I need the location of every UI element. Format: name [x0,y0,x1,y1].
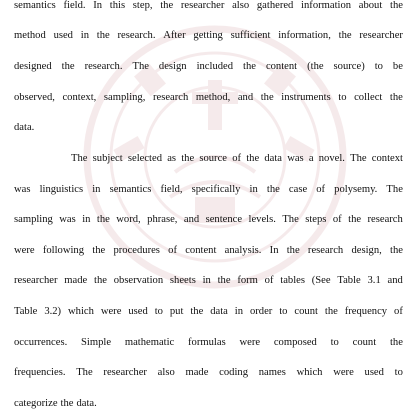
word: context [371,153,403,164]
word: the [96,30,110,41]
word: The [282,214,299,225]
word: included [196,61,234,72]
word: getting [193,30,223,41]
word: to [330,337,339,348]
word: levels. [248,214,276,225]
word: occurrences. [14,337,68,348]
word: word, [116,214,141,225]
word: in [82,214,91,225]
word: 3.1 [367,275,381,286]
word: order [249,306,273,317]
word: instruments [281,92,331,103]
word: procedures [113,245,160,256]
word: source [199,153,227,164]
word: were [239,337,261,348]
word: of [316,184,326,195]
word: research. [117,30,156,41]
text-line [14,397,403,411]
word: this [109,0,126,11]
word: researcher [180,0,225,11]
word: count [352,337,377,348]
word: field. [63,0,86,11]
word: of [332,214,342,225]
word: the [243,61,256,72]
word: source) [333,61,365,72]
word: sampling [14,214,53,225]
word: about [358,0,383,11]
word: the [389,337,403,348]
word: and [183,214,200,225]
word: used [364,367,384,378]
word: data [264,153,282,164]
word: selected [127,153,162,164]
text-line [71,152,403,166]
word: phrase, [147,214,178,225]
word: the [190,306,204,317]
word: polysemy. [334,184,378,195]
word: method, [195,92,231,103]
word: research [152,92,189,103]
word: and [237,92,254,103]
word: the [246,153,260,164]
word: the [96,214,110,225]
word: researcher [14,275,58,286]
word: semantics [14,0,56,11]
word: in [80,30,90,41]
word: analysis. [224,245,262,256]
word: observation [113,275,164,286]
text-line [14,29,403,43]
word: of [232,153,242,164]
text-line [14,244,403,258]
word: the [60,398,74,409]
word: the [61,61,75,72]
word: mathematic [124,337,175,348]
word: The [132,61,149,72]
text-line [14,366,403,380]
word: in [249,184,258,195]
word: made [64,275,88,286]
word: to [374,61,383,72]
word: and [387,275,403,286]
word: the [348,214,362,225]
word: The [350,153,367,164]
text-line [14,0,403,13]
word: The [71,153,88,164]
text-line [14,305,403,319]
word: data. [76,398,97,409]
word: count [294,306,318,317]
word: gathered [256,0,294,11]
word: (the [307,61,324,72]
word: data. [14,122,35,133]
word: names [258,367,286,378]
word: The [76,367,93,378]
word: researcher [103,367,147,378]
text-line [14,274,403,288]
word: sampling, [103,92,146,103]
word: research [307,245,344,256]
word: the [324,306,338,317]
word: collect [354,92,383,103]
word: Simple [81,337,112,348]
word: subject [92,153,123,164]
word: specifically [191,184,241,195]
word: to [338,92,347,103]
word: which [68,306,94,317]
word: the [160,0,174,11]
word: In [269,245,279,256]
word: the [217,275,231,286]
word: the [92,245,106,256]
word: coding [219,367,249,378]
word: the [390,0,403,11]
text-line [14,121,403,135]
text-line [14,336,403,350]
word: novel. [318,153,345,164]
word: tables [280,275,305,286]
word: of [168,245,177,256]
word: in [92,184,101,195]
word: Table [14,306,38,317]
word: 3.2) [44,306,62,317]
word: linguistics [39,184,84,195]
word: categorize [14,398,58,409]
word: the [260,92,274,103]
word: to [394,367,403,378]
word: were [100,306,122,317]
word: to [154,306,163,317]
word: context, [62,92,97,103]
word: of [394,306,403,317]
text-line [14,60,403,74]
word: designed [14,61,52,72]
word: step, [132,0,153,11]
word: were [333,367,354,378]
text-line [14,213,403,227]
word: the [338,30,352,41]
text-line [14,183,403,197]
word: case [288,184,308,195]
word: as [167,153,177,164]
word: the [266,184,280,195]
word: information [301,0,352,11]
word: a [308,153,314,164]
word: In [93,0,103,11]
word: sentence [205,214,243,225]
word: field, [160,184,183,195]
word: content [185,245,217,256]
word: the [94,275,107,286]
word: were [14,245,35,256]
word: used [128,306,148,317]
word: the [181,153,195,164]
word: observed, [14,92,55,103]
word: The [386,184,403,195]
word: in [202,275,211,286]
word: composed [273,337,317,348]
word: in [234,306,244,317]
word: following [42,245,85,256]
word: formulas [188,337,226,348]
text-line [14,91,403,105]
word: frequency [344,306,388,317]
word: sheets [169,275,196,286]
word: also [157,367,175,378]
word: was [59,214,76,225]
word: to [279,306,288,317]
word: Table [337,275,361,286]
word: which [296,367,323,378]
word: information, [278,30,331,41]
word: was [287,153,304,164]
word: research [367,214,403,225]
word: steps [305,214,327,225]
word: research. [84,61,123,72]
word: used [53,30,73,41]
word: was [14,184,31,195]
word: After [163,30,186,41]
word: made [185,367,209,378]
word: design [158,61,187,72]
word: (See [311,275,331,286]
word: be [392,61,403,72]
word: form [237,275,258,286]
word: of [264,275,274,286]
word: method [14,30,46,41]
word: the [286,245,300,256]
word: put [169,306,184,317]
word: content [265,61,298,72]
word: the [390,245,403,256]
word: data [210,306,228,317]
word: design, [351,245,382,256]
word: also [232,0,250,11]
word: frequencies. [14,367,66,378]
word: sufficient [230,30,271,41]
word: the [389,92,403,103]
word: researcher [359,30,403,41]
word: semantics [109,184,152,195]
